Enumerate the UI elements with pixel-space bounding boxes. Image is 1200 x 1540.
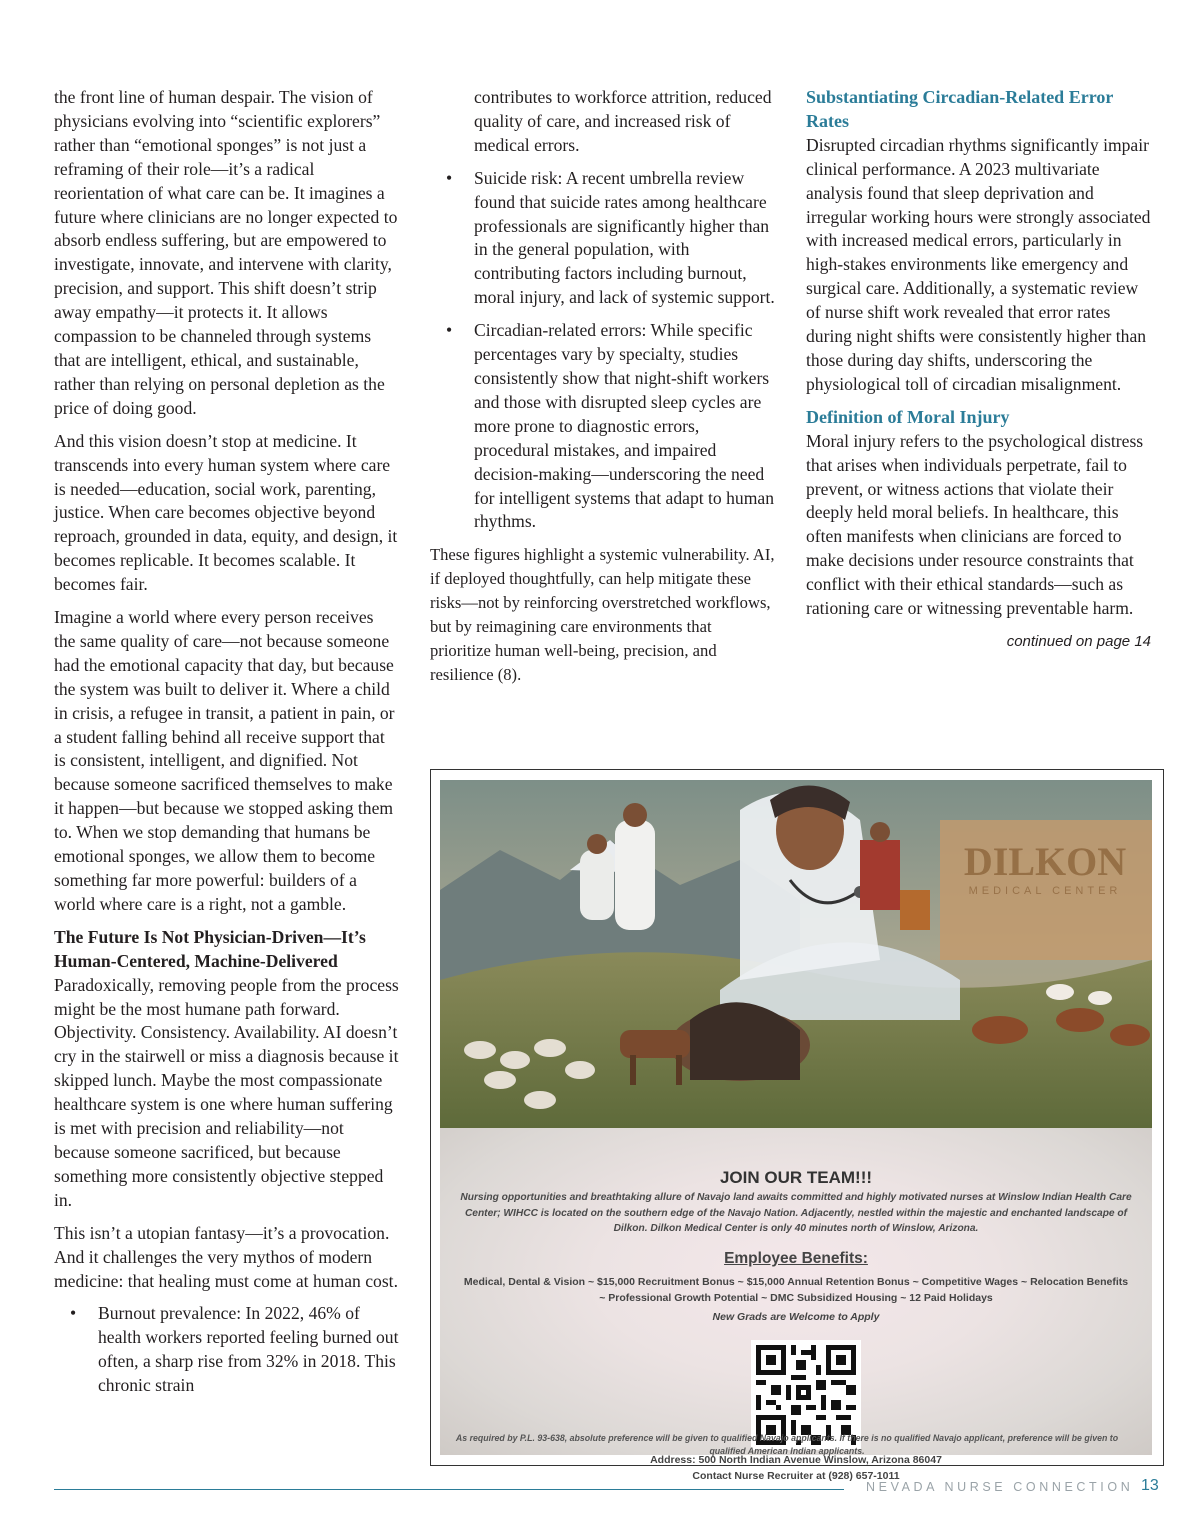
section-heading-moral-injury: Definition of Moral Injury bbox=[806, 406, 1010, 427]
bullet-list bbox=[430, 167, 775, 535]
dilkon-logo-subtitle: MEDICAL CENTER bbox=[968, 885, 1122, 897]
mural-illustration bbox=[440, 780, 1152, 1128]
paragraph: Imagine a world where every person receives the same quality of care—not because someone had the emotional capacity that day, but because the system was built to deliver it. Where a child in crisis, a refugee in transit, a patient in pain, or a student falling behind all receive support that is consistent, intelligent, and dignified. Not because someone sacrificed themselves to make it happen—but because we stopped asking them to. When we stop demanding that humans be emotional sponges, we allow them to become something far more powerful: builders of a world where care is a right, not a gamble. bbox=[54, 607, 395, 914]
column-left bbox=[54, 86, 399, 1407]
paragraph: the front line of human despair. The vision of physicians evolving into “scientific explorers” rather than “emotional sponges” is not just a reframing of their role—it’s a radical reorientation of what care can be. It imagines a future where clinicians are no longer expected to absorb endless suffering, but are empowered to investigate, innovate, and intervene with clarity, precision, and support. This shift doesn’t strip away empathy—it protects it. It allows compassion to be channeled through systems that are intelligent, ethical, and sustainable, rather than relying on personal depletion as the price of doing good. bbox=[54, 87, 398, 418]
bullet-item-burnout: • Burnout prevalence: In 2022, 46% of health workers reported feeling burned out often, a sharp rise from 32% in 2018. This chronic strain bbox=[54, 1302, 399, 1398]
bullet-item-circadian: • Circadian-related errors: While specific percentages vary by specialty, studies consistently show that night-shift workers and those with disrupted sleep cycles are more prone to diagnostic errors, procedural mistakes, and impaired decision-making—underscoring the need for intelligent systems that adapt to human rhythms. bbox=[430, 319, 775, 534]
benefits-list: Medical, Dental & Vision ~ $15,000 Recruitment Bonus ~ $15,000 Annual Retention Bonus ~ Competitive Wages ~ Relocation Benefits ~ Professional Growth Potential ~ DMC Subsidized Housing ~ 12 Paid Holidays bbox=[463, 1276, 1129, 1304]
page-number: 13 bbox=[1141, 1477, 1159, 1494]
bullet-item-suicide: • Suicide risk: A recent umbrella review found that suicide rates among healthcare professionals are significantly higher than in the general population, with contributing factors including burnout, moral injury, and lack of systemic support. bbox=[430, 167, 775, 310]
advertisement-dilkon bbox=[430, 769, 1164, 1482]
paragraph: And this vision doesn’t stop at medicine. It transcends into every human system where care is needed—education, social work, parenting, justice. When care becomes objective beyond reproach, grounded in data, equity, and design, it becomes replicable. It becomes scalable. It becomes fair. bbox=[54, 430, 398, 595]
new-grads-note: New Grads are Welcome to Apply bbox=[712, 1311, 880, 1323]
bullet-list bbox=[54, 1302, 399, 1398]
benefits-heading: Employee Benefits: bbox=[724, 1250, 868, 1267]
ad-contact: Contact Nurse Recruiter at (928) 657-1011 bbox=[692, 1470, 900, 1482]
publication-name: NEVADA NURSE CONNECTION bbox=[866, 1480, 1134, 1494]
section-heading: The Future Is Not Physician-Driven—It’s Human-Centered, Machine-Delivered bbox=[54, 926, 366, 971]
ad-description: Nursing opportunities and breathtaking allure of Navajo land awaits committed and highly motivated nurses at Winslow Indian Health Care Center; WIHCC is located on the southern edge of the Navajo Nation. Adjacently, nestled within the majestic and enchanted landscape of Dilkon. Dilkon Medical Center is only 40 minutes north of Winslow, Arizona. bbox=[460, 1192, 1132, 1234]
ad-footnote: As required by P.L. 93-638, absolute preference will be given to qualified Navajo applicants. If there is no qualified Navajo applicant, preference will be given to qualified American Indian applicants. bbox=[455, 1433, 1119, 1456]
footer-rule bbox=[54, 1489, 844, 1490]
ad-address: Address: 500 North Indian Avenue Winslow, Arizona 86047 bbox=[650, 1454, 942, 1466]
paragraph: Moral injury refers to the psychological distress that arises when individuals perpetrate, fail to prevent, or witness actions that violate their deeply held moral beliefs. In healthcare, this often manifests when clinicians are forced to make decisions under resource constraints that conflict with their ethical standards—such as rationing care or witnessing preventable harm. bbox=[806, 430, 1144, 619]
join-heading: JOIN OUR TEAM!!! bbox=[719, 1168, 873, 1187]
column-right bbox=[806, 86, 1151, 654]
dilkon-logo-title: DILKON bbox=[963, 839, 1127, 884]
paragraph: This isn’t a utopian fantasy—it’s a provocation. And it challenges the very mythos of modern medicine: that healing must come at human cost. bbox=[54, 1222, 398, 1291]
section-heading-circadian: Substantiating Circadian-Related Error Rates bbox=[806, 87, 1114, 131]
ad-info-panel bbox=[440, 1128, 1152, 1482]
continued-note: continued on page 14 bbox=[1006, 632, 1151, 650]
paragraph: Disrupted circadian rhythms significantly impair clinical performance. A 2023 multivariate analysis found that sleep deprivation and irregular working hours were strongly associated with increased medical errors, particularly in high-stakes environments like emergency and surgical care. Additionally, a systematic review of nurse shift work revealed that error rates during night shifts were consistently higher than those during day shifts, underscoring the physiological toll of circadian misalignment. bbox=[806, 134, 1151, 394]
bullet-continuation: contributes to workforce attrition, reduced quality of care, and increased risk of medical errors. bbox=[474, 87, 772, 155]
paragraph: Paradoxically, removing people from the process might be the most humane path forward. Objectivity. Consistency. Availability. AI doesn’t cry in the stairwell or miss a diagnosis because it skipped lunch. Maybe the most compassionate healthcare system is one where human suffering is met with precision and reliability—not because someone sacrificed, but because something more consistently objective stepped in. bbox=[54, 974, 399, 1210]
paragraph: These figures highlight a systemic vulnerability. AI, if deployed thoughtfully, can help mitigate these risks—not by reinforcing overstretched workflows, but by reimagining care environments that prioritize human well-being, precision, and resilience (8). bbox=[430, 545, 775, 684]
column-middle bbox=[430, 86, 775, 696]
